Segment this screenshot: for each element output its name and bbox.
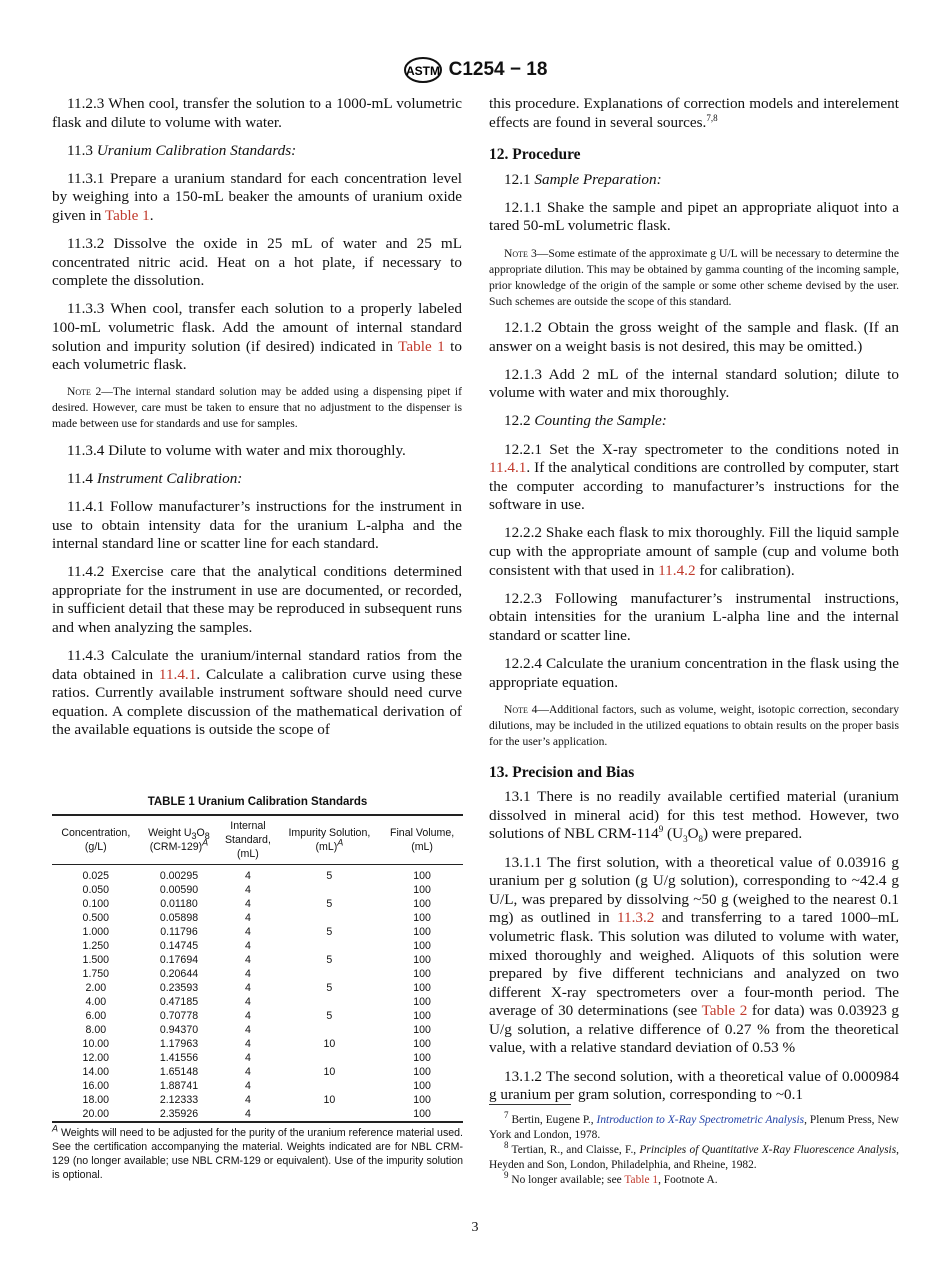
calibration-table	[52, 814, 463, 1123]
text-run: 11.4.1 Follow manufacturer’s instructions for the instrument in use to obtain intensity data for the uranium L-alpha and the internal standard line or scatter line for each standard.	[52, 497, 462, 553]
table-row	[52, 1079, 463, 1093]
table-cell	[278, 1107, 382, 1122]
table-row	[52, 953, 463, 967]
text-run: 12.1.2 Obtain the gross weight of the sample and flask. (If an answer on a weight basis is not desired, this may be omitted.)	[489, 319, 899, 355]
table-cell: 100	[413, 1108, 431, 1120]
table-cell: 4	[244, 1052, 251, 1064]
table-caption: TABLE 1 Uranium Calibration Standards	[147, 796, 368, 808]
table-cell: 1.750	[82, 968, 110, 980]
cross-reference-link[interactable]: Table 2	[701, 1002, 748, 1020]
table-1	[52, 796, 463, 1182]
text-run: 11.3	[67, 141, 97, 159]
text-run: for data) was 0.03923 g U/g solution, a relative difference of 0.27 % from the theoretical value, with a relative standard deviation of 0.53 %	[489, 1002, 900, 1057]
text-run: Note	[504, 702, 528, 716]
subscript: 8	[698, 834, 704, 845]
astm-logo-icon	[403, 56, 443, 84]
table-cell: 0.11796	[160, 926, 198, 938]
text-run: O	[687, 825, 699, 843]
text-run: .	[149, 206, 154, 224]
table-cell: 5	[326, 954, 333, 966]
paragraph	[52, 142, 462, 161]
table-cell: 10	[323, 1066, 336, 1078]
paragraph	[489, 788, 899, 844]
table-cell: 100	[413, 926, 431, 938]
paragraph	[52, 235, 462, 291]
paragraph	[489, 412, 899, 431]
table-cell: 0.94370	[159, 1024, 199, 1036]
table-cell: 16.00	[82, 1080, 110, 1092]
paragraph	[52, 563, 462, 637]
col-header-weight: Weight $U_3O_8$ $(CRM-129)^A$	[148, 827, 210, 853]
text-run: for calibration).	[695, 561, 795, 579]
footnotes	[489, 1104, 899, 1188]
paragraph	[489, 854, 899, 1059]
paragraph	[489, 171, 899, 190]
table-cell: 100	[413, 1066, 431, 1078]
table-cell: 100	[413, 1080, 431, 1092]
table-cell: 2.35926	[159, 1108, 199, 1120]
table-cell: 4	[244, 884, 251, 896]
table-cell: 1.500	[82, 954, 110, 966]
superscript: 9	[658, 824, 664, 835]
table-cell: 4	[244, 982, 251, 994]
footnote	[489, 1140, 899, 1173]
table-cell: 5	[326, 926, 333, 938]
text-run: , Heyden and Son, London, Philadelphia, and Rheine, 1982.	[489, 1144, 899, 1171]
table-row	[52, 1107, 463, 1122]
paragraph	[52, 442, 462, 461]
table-cell: 4	[244, 1108, 251, 1120]
col-header-final-volume: Final Volume, (mL)	[389, 827, 455, 853]
text-run: Instrument Calibration:	[96, 469, 243, 487]
text-run: 13. Precision and Bias	[489, 763, 635, 781]
table-cell	[278, 939, 382, 953]
text-run: 13.1 There is no readily available certified material (uranium dissolved in mineral acid) for this test method. However, two solutions of NBL CRM-114	[489, 788, 899, 843]
table-row	[52, 967, 463, 981]
table-cell: 1.17963	[159, 1038, 199, 1050]
table-cell: 2.00	[85, 982, 107, 994]
svg-text:ASTM: ASTM	[405, 64, 440, 78]
text-run: . Calculate a calibration curve using these ratios. Currently available instrument software should need curve equation. A complete discussion of the mathematical derivation of the available equations is outside the scope of	[52, 665, 463, 739]
page-header	[0, 56, 950, 84]
table-cell: 0.23593	[159, 982, 199, 994]
text-run: No longer available; see	[508, 1174, 625, 1186]
table-cell: 4	[244, 1094, 251, 1106]
footnote-rule	[489, 1104, 571, 1105]
table-cell: 4	[244, 1080, 251, 1092]
table-cell: 0.70778	[159, 1010, 199, 1022]
text-run: 12.2.4 Calculate the uranium concentration in the flask using the appropriate equation.	[489, 654, 899, 691]
footnote-mark: A	[52, 1123, 59, 1134]
table-cell: 0.01180	[160, 898, 198, 910]
table-cell: 0.17694	[159, 954, 199, 966]
col-header-internal-standard: Internal Standard, (mL)	[224, 820, 271, 860]
text-run: Note	[67, 385, 91, 399]
table-cell: 4	[244, 870, 251, 882]
table-cell: 100	[413, 996, 431, 1008]
text-run: Bertin, Eugene P.,	[508, 1114, 597, 1126]
text-run: 11.3.4 Dilute to volume with water and mix thoroughly.	[67, 441, 406, 459]
table-cell: 100	[413, 968, 431, 980]
table-cell: 2.12333	[159, 1094, 199, 1106]
table-cell: 100	[413, 1010, 431, 1022]
text-run: 11.3.2 Dissolve the oxide in 25 mL of water and 25 mL concentrated nitric acid. Heat on a hot plate, if necessary to complete the dissolution.	[52, 235, 462, 290]
paragraph	[489, 1068, 899, 1105]
table-cell: 100	[413, 898, 431, 910]
text-run: . If the analytical conditions are controlled by computer, start the computer according to manufacturer’s instructions for the software in use.	[489, 459, 899, 514]
text-run: this procedure. Explanations of correction models and interelement effects are found in several sources.	[489, 95, 899, 131]
footnote	[489, 1110, 899, 1143]
table-cell: 4	[244, 1038, 251, 1050]
table-cell: 4	[244, 926, 251, 938]
cross-reference-link[interactable]: 11.4.1	[158, 665, 197, 683]
table-cell: 100	[413, 1024, 431, 1036]
table-footnote-text: Weights will need to be adjusted for the purity of the uranium reference material used. See the certification accompanying the material. Weights indicated are for NBL CRM-129 (no longer available; use NBL CRM-129 or equivalent). Use of the impurity solution is optional.	[52, 1127, 463, 1181]
table-cell: 8.00	[85, 1024, 107, 1036]
table-cell: 1.88741	[159, 1080, 199, 1092]
text-run: 11.4.3 Calculate the uranium/internal standard ratios from the data obtained in	[52, 647, 462, 683]
table-cell: 5	[326, 982, 333, 994]
table-row	[52, 925, 463, 939]
text-run: 3—Some estimate of the approximate g U/L will be necessary to determine the appropriate dilution. This may be obtained by gamma counting of the incoming sample, prior knowledge of the origin of the sample or some other scheme devised by the user. Such schemes are outside the scope of this standard.	[489, 246, 899, 308]
table-cell: 6.00	[85, 1010, 107, 1022]
text-run: ) were prepared.	[703, 825, 803, 843]
text-run: to each volumetric flask.	[52, 337, 462, 374]
right-column	[489, 95, 899, 1114]
superscript: 7,8	[706, 112, 718, 123]
table-cell	[278, 1023, 382, 1037]
table-row	[52, 1065, 463, 1079]
note-paragraph	[52, 384, 462, 432]
paragraph	[489, 366, 899, 403]
table-cell: 0.14745	[159, 940, 199, 952]
text-run: 12.1.1 Shake the sample and pipet an appropriate aliquot into a tared 50-mL volumetric flask.	[489, 198, 899, 235]
superscript: 7	[504, 1110, 509, 1121]
table-cell: 100	[413, 982, 431, 994]
paragraph	[489, 590, 899, 646]
table-cell: 0.050	[82, 884, 110, 896]
col-header-impurity: Impurity Solution, (mL)$^A$	[288, 827, 371, 853]
text-run: 11.3.1 Prepare a uranium standard for each concentration level by weighing into a 150-mL beaker the amounts of uranium oxide given in	[52, 169, 462, 224]
text-run: , Plenum Press, New York and London, 1978.	[489, 1114, 899, 1141]
text-run: 11.3.3 When cool, transfer each solution to a properly labeled 100-mL volumetric flask. Add the amount of internal standard solution and impurity solution (if desired) indicated in	[52, 300, 462, 355]
table-cell	[278, 911, 382, 925]
table-cell: 4	[244, 1010, 251, 1022]
paragraph	[489, 95, 899, 132]
text-run: 11.4	[67, 469, 97, 487]
paragraph	[52, 647, 462, 740]
table-cell: 100	[413, 1038, 431, 1050]
paragraph	[489, 319, 899, 356]
table-cell: 5	[326, 898, 333, 910]
superscript: 9	[504, 1170, 509, 1181]
table-cell: 100	[413, 884, 431, 896]
standard-designation: C1254 − 18	[448, 59, 548, 81]
table-cell: 4	[244, 968, 251, 980]
table-cell: 10	[323, 1094, 336, 1106]
cross-reference-link[interactable]: Table 1	[624, 1174, 659, 1186]
table-cell: 20.00	[82, 1108, 110, 1120]
table-row	[52, 911, 463, 925]
text-run: Principles of Quantitative X-Ray Fluorescence Analysis	[639, 1144, 897, 1156]
table-cell: 4.00	[85, 996, 107, 1008]
note-paragraph	[489, 702, 899, 750]
table-cell: 0.00295	[159, 870, 199, 882]
text-run: 11.2.3 When cool, transfer the solution to a 1000-mL volumetric flask and dilute to volume with water.	[52, 95, 462, 131]
text-run: and transferring to a tared 1000–mL volumetric flask. This solution was diluted to volume with water, mixed thoroughly and weighed. Aliquots of this solution were prepared by five different technicians and analyzed on two different X-ray spectrometers over a four-month period. The average of 30 determinations (see	[489, 909, 899, 1020]
text-run: 4—Additional factors, such as volume, weight, isotopic correction, secondary dilutions, may be included in the utilized equations to obtain results on the proper basis for the user’s application.	[489, 702, 899, 748]
table-row	[52, 897, 463, 911]
table-cell	[278, 1079, 382, 1093]
text-run: Note	[504, 246, 528, 260]
table-cell: 1.250	[82, 940, 110, 952]
table-cell: 10.00	[82, 1038, 110, 1050]
text-run: 12.2.2 Shake each flask to mix thoroughly. Fill the liquid sample cup with the appropriate amount of sample (cup and volume both consistent with that used in	[489, 524, 899, 579]
footnote	[489, 1170, 899, 1188]
text-run: 11.4.2 Exercise care that the analytical conditions determined appropriate for the instrument in use are documented, or recorded, in sufficient detail that these may be reproduced in subsequent runs and when analyzing the samples.	[52, 563, 462, 636]
table-cell: 100	[413, 1052, 431, 1064]
table-row	[52, 981, 463, 995]
paragraph	[52, 95, 462, 132]
left-column	[52, 95, 462, 750]
col-header-concentration: Concentration, (g/L)	[61, 827, 131, 853]
table-row	[52, 1009, 463, 1023]
table-cell: 0.00590	[159, 884, 199, 896]
text-run: 13.1.1 The first solution, with a theoretical value of 0.03916 g uranium per g solution (g U/g solution), corresponding to ~42.4 g U/L, was prepared by dissolving ~50 g (weighed to the nearest 0.1 mg) as outlined in	[489, 853, 899, 927]
table-cell	[278, 995, 382, 1009]
text-run: 12.2.1 Set the X-ray spectrometer to the conditions noted in	[504, 440, 899, 458]
paragraph	[52, 300, 462, 374]
table-cell: 0.05898	[159, 912, 199, 924]
table-cell: 0.47185	[159, 996, 199, 1008]
table-cell: 12.00	[82, 1052, 110, 1064]
table-cell: 4	[244, 940, 251, 952]
table-cell: 0.20644	[159, 968, 199, 980]
text-run: Uranium Calibration Standards:	[96, 141, 297, 159]
table-cell	[278, 883, 382, 897]
table-cell: 10	[323, 1038, 336, 1050]
table-cell	[278, 1051, 382, 1065]
text-run: 13.1.2 The second solution, with a theoretical value of 0.000984 g uranium per gram solution, corresponding to ~0.1	[489, 1067, 899, 1104]
cross-reference-link[interactable]: 11.4.2	[658, 561, 696, 579]
table-cell: 5	[326, 1010, 333, 1022]
table-row	[52, 1093, 463, 1107]
text-run: Tertian, R., and Claisse, F.,	[508, 1144, 640, 1156]
table-cell: 5	[326, 870, 333, 882]
text-run: 2—The internal standard solution may be added using a dispensing pipet if desired. However, care must be taken to ensure that no adjustment to the dispenser is made between use for standards and use for samples.	[52, 385, 462, 431]
text-run: Sample Preparation:	[534, 170, 662, 188]
table-cell: 100	[413, 940, 431, 952]
text-run: 12.1	[504, 170, 535, 188]
table-cell: 14.00	[82, 1066, 110, 1078]
table-cell: 18.00	[82, 1094, 110, 1106]
cross-reference-link[interactable]: 11.4.1	[489, 459, 527, 477]
text-run: 12.2	[504, 412, 535, 430]
table-header-row	[52, 815, 463, 865]
table-row	[52, 939, 463, 953]
table-cell: 4	[244, 954, 251, 966]
paragraph	[52, 498, 462, 554]
table-cell	[278, 967, 382, 981]
text-run: 12.2.3 Following manufacturer’s instrumental instructions, obtain intensities for the uranium L-alpha line and the internal standard or scatter line.	[489, 589, 899, 644]
table-cell: 1.41556	[159, 1052, 199, 1064]
text-run: (U	[663, 825, 684, 843]
table-cell: 100	[413, 912, 431, 924]
table-cell: 1.65148	[159, 1066, 199, 1078]
page-number: 3	[471, 1220, 479, 1235]
subscript: 3	[683, 834, 688, 845]
cross-reference-link[interactable]: Table 1	[104, 206, 150, 224]
cross-reference-link[interactable]: Table 1	[398, 337, 445, 355]
table-cell: 1.000	[82, 926, 110, 938]
text-run: 12. Procedure	[489, 146, 581, 164]
cross-reference-link[interactable]: Introduction to X-Ray Spectrometric Analysis	[596, 1114, 805, 1126]
table-cell: 100	[413, 870, 431, 882]
section-heading	[489, 146, 899, 165]
superscript: 8	[504, 1140, 509, 1151]
table-cell: 0.025	[82, 870, 110, 882]
table-row	[52, 1023, 463, 1037]
paragraph	[52, 470, 462, 489]
table-cell: 4	[244, 912, 251, 924]
table-footnote	[52, 1123, 463, 1182]
table-row	[52, 1037, 463, 1051]
paragraph	[489, 199, 899, 236]
table-cell: 4	[244, 1024, 251, 1036]
text-run: , Footnote A.	[658, 1174, 718, 1186]
table-cell: 100	[413, 954, 431, 966]
text-run: 12.1.3 Add 2 mL of the internal standard solution; dilute to volume with water and mix thoroughly.	[489, 365, 899, 402]
table-cell: 100	[413, 1094, 431, 1106]
paragraph	[489, 655, 899, 692]
table-row	[52, 865, 463, 884]
table-row	[52, 883, 463, 897]
table-cell: 0.500	[82, 912, 110, 924]
table-cell: 4	[244, 898, 251, 910]
table-cell: 4	[244, 996, 251, 1008]
table-cell: 4	[244, 1066, 251, 1078]
text-run: Counting the Sample:	[534, 412, 667, 430]
paragraph	[489, 441, 899, 515]
table-row	[52, 995, 463, 1009]
note-paragraph	[489, 246, 899, 310]
paragraph	[52, 170, 462, 226]
paragraph	[489, 524, 899, 580]
section-heading	[489, 764, 899, 783]
table-row	[52, 1051, 463, 1065]
table-cell: 0.100	[82, 898, 110, 910]
cross-reference-link[interactable]: 11.3.2	[616, 909, 655, 927]
